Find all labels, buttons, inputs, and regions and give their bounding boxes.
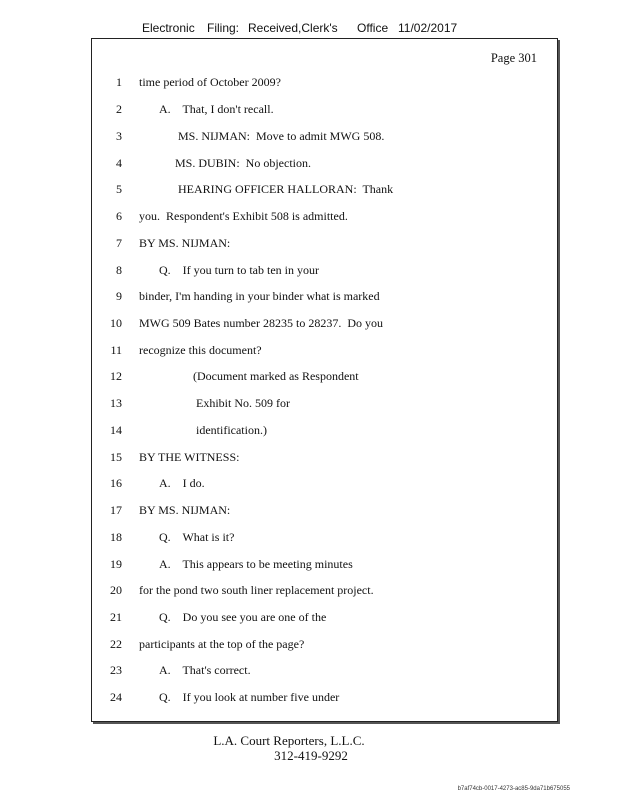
transcript-line: [92, 503, 557, 521]
transcript-line: [92, 263, 557, 281]
line-number: 13: [110, 396, 122, 410]
transcript-line: [92, 476, 557, 494]
line-text: (Document marked as Respondent: [193, 369, 359, 383]
transcript-line: [92, 637, 557, 655]
line-number: 1: [116, 75, 122, 89]
line-number: 14: [110, 423, 122, 437]
transcript-line: [92, 610, 557, 628]
transcript-line: [92, 690, 557, 708]
header-electronic: Electronic: [142, 21, 195, 35]
transcript-line: [92, 557, 557, 575]
line-text: A. That's correct.: [159, 663, 251, 677]
line-text: BY THE WITNESS:: [139, 450, 240, 464]
line-number: 7: [116, 236, 122, 250]
line-text: MS. NIJMAN: Move to admit MWG 508.: [178, 129, 385, 143]
line-text: you. Respondent's Exhibit 508 is admitted.: [139, 209, 348, 223]
line-number: 15: [110, 450, 122, 464]
line-text: MS. DUBIN: No objection.: [175, 156, 311, 170]
line-text: identification.): [196, 423, 267, 437]
document-hash: b7af74cb-0017-4273-ac85-9da71b675055: [457, 786, 570, 792]
line-number: 4: [116, 156, 122, 170]
footer-phone: 312-419-9292: [274, 748, 348, 763]
header-filing: Filing:: [207, 21, 240, 35]
line-number: 17: [110, 503, 122, 517]
transcript-line: [92, 182, 557, 200]
line-number: 12: [110, 369, 122, 383]
line-text: Q. If you look at number five under: [159, 690, 340, 704]
transcript-line: [92, 129, 557, 147]
line-number: 24: [110, 690, 122, 704]
transcript-line: [92, 423, 557, 441]
line-text: binder, I'm handing in your binder what is marked: [139, 289, 380, 303]
transcript-line: [92, 343, 557, 361]
transcript-line: [92, 450, 557, 468]
line-text: Q. Do you see you are one of the: [159, 610, 327, 624]
line-number: 9: [116, 289, 122, 303]
line-text: A. I do.: [159, 476, 205, 490]
line-text: MWG 509 Bates number 28235 to 28237. Do you: [139, 316, 383, 330]
transcript-line: [92, 75, 557, 93]
line-number: 8: [116, 263, 122, 277]
page-number: Page 301: [490, 51, 537, 65]
transcript-line: [92, 156, 557, 174]
transcript-line: [92, 209, 557, 227]
transcript-line: [92, 530, 557, 548]
line-text: A. This appears to be meeting minutes: [159, 557, 353, 571]
line-text: for the pond two south liner replacement project.: [139, 583, 374, 597]
line-text: HEARING OFFICER HALLORAN: Thank: [178, 182, 394, 196]
transcript-line: [92, 396, 557, 414]
line-number: 18: [110, 530, 122, 544]
line-text: BY MS. NIJMAN:: [139, 236, 231, 250]
transcript-line: [92, 289, 557, 307]
transcript-line: [92, 663, 557, 681]
line-text: time period of October 2009?: [139, 75, 281, 89]
line-text: Q. If you turn to tab ten in your: [159, 263, 319, 277]
line-text: A. That, I don't recall.: [159, 102, 274, 116]
line-number: 16: [110, 476, 122, 490]
footer-company: L.A. Court Reporters, L.L.C.: [213, 733, 365, 748]
transcript-line: [92, 369, 557, 387]
line-text: Q. What is it?: [159, 530, 235, 544]
line-number: 19: [110, 557, 122, 571]
line-number: 10: [110, 316, 122, 330]
line-text: participants at the top of the page?: [139, 637, 305, 651]
line-text: recognize this document?: [139, 343, 262, 357]
transcript-line: [92, 316, 557, 334]
line-number: 3: [116, 129, 122, 143]
line-text: Exhibit No. 509 for: [196, 396, 290, 410]
header-received: Received,Clerk's: [248, 21, 338, 35]
line-number: 6: [116, 209, 122, 223]
line-number: 23: [110, 663, 122, 677]
line-text: BY MS. NIJMAN:: [139, 503, 231, 517]
line-number: 20: [110, 583, 122, 597]
line-number: 22: [110, 637, 122, 651]
transcript-line: [92, 236, 557, 254]
filing-header: [0, 21, 618, 37]
transcript-line: [92, 583, 557, 601]
header-office: Office: [357, 21, 389, 35]
line-number: 21: [110, 610, 122, 624]
header-date: 11/02/2017: [398, 21, 458, 35]
transcript-page: [91, 38, 558, 722]
transcript-line: [92, 102, 557, 120]
line-number: 5: [116, 182, 122, 196]
line-number: 2: [116, 102, 122, 116]
line-number: 11: [110, 343, 122, 357]
